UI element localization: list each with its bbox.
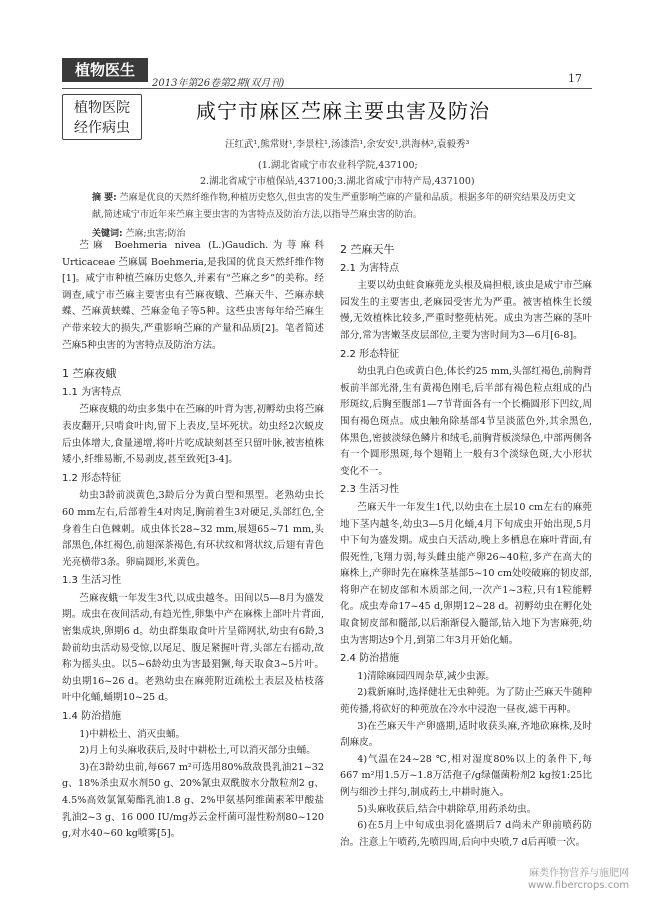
keywords-text: 苎麻;虫害;防治 (125, 229, 186, 239)
article-authors: 汪红武¹,熊常财¹,李景柱¹,汤漆浩¹,余安安¹,洪海林²,袁毅秀³ (225, 139, 470, 150)
section-1-3-text: 苎麻夜蛾一年发生3代,以成虫越冬。田间以5—8月为盛发期。成虫在夜间活动,有趋光性,卵集中产在麻株上部叶片背面,密集成块,卵期6 d。幼虫群集取食叶片呈筛网状,幼虫有6龄,3龄前幼虫活动易受惊,以尾足、腹足紧握叶背,头部左右摇动,故称为摇头虫。以5~6龄幼虫为害最猖獗,每天取食3~5片叶。幼虫期16~26 d。老熟幼虫在麻蔸附近疏松土表层及枯枝落叶中化蛹,蛹期10~25 d。 (62, 592, 324, 704)
section-2-4-heading: 2.4 防治措施 (340, 653, 400, 665)
measure-1-4-3: 3)在3龄幼虫前,每667 m²可选用80%敌敌畏乳油21~32 g、18%杀虫双水剂50 g、20%氰虫双酰胺水分散粒剂2 g、4.5%高效氯氰菊酯乳油1.8 g、2%甲氨基阿维菌素苯甲酸盐乳油2~3 g、16 000 IU/mg苏云金杆菌可湿性粉剂80~120 g,对水40~60 kg喷雾[5]。 (62, 761, 324, 840)
page-number: 17 (568, 72, 582, 85)
measure-2-4-4: 4)气温在24~28 ℃,相对湿度80%以上的条件下,每667 m²用1.5万~1.8万活孢子/g绿僵菌粉剂2 kg按1:25比例与细沙土拌匀,制成药土,中耕时施入。 (340, 753, 592, 798)
section-2-3-text: 苎麻天牛一年发生1代,以幼虫在土层10 cm左右的麻蔸地下茎内越冬,幼虫3—5月化蛹,4月下旬成虫开始出现,5月中下旬为盛发期。成虫白天活动,晚上多栖息在麻叶背面,有假死性,飞翔力弱,每头雌虫能产卵26~40粒,多产在高大的麻株上,产卵时先在麻株茎基部5~10 cm处咬破麻的韧皮部,将卵产在韧皮部和木质部之间,一次产1~3粒,只有1粒能孵化。成虫寿命17~45 d,卵期12~28 d。初孵幼虫在孵化处取食韧皮部和髓部,以后渐渐侵入髓部,钻入地下为害麻蔸,幼虫为害期达9个月,到第二年3月开始化蛹。 (340, 501, 592, 646)
section-2-1-heading: 2.1 为害特点 (340, 262, 400, 274)
site-watermark (528, 868, 629, 892)
abstract (92, 190, 578, 224)
intro-paragraph: 苎麻 Boehmeria nivea (L.)Gaudich.为荨麻科 Urticaceae 苎麻属 Boehmeria,是我国的优良天然纤维作物[1]。咸宁市种植苎麻历史悠久,并素有“苎麻之乡”的美称。经调查,咸宁市苎麻主要害虫有苎麻夜蛾、苎麻天牛、苎麻赤蛱蝶、苎麻黄蛱蝶、苎麻金龟子等5种。这些虫害每年给苎麻生产带来较大的损失,严重影响苎麻的产量和品质[2]。笔者简述苎麻5种虫害的为害特点及防治方法。 (62, 240, 324, 351)
measure-2-4-2: 2)栽新麻时,选择健壮无虫种蔸。为了防止苎麻天牛随种蔸传播,将砍好的种蔸放在冷水中浸泡一昼夜,滤干再种。 (340, 687, 592, 716)
section-1-3-heading: 1.3 生活习性 (62, 575, 122, 587)
measure-1-4-2: 2)月上旬头麻收获后,及时中耕松土,可以消灭部分虫蛹。 (79, 745, 316, 757)
section-2-2-heading: 2.2 形态特征 (340, 348, 400, 360)
measure-2-4-5: 5)头麻收获后,结合中耕除草,用药杀幼虫。 (357, 803, 537, 815)
measure-2-4-1: 1)清除麻园四周杂草,减少虫源。 (357, 670, 495, 682)
measure-1-4-1: 1)中耕松土、消灭虫蛹。 (79, 728, 186, 740)
affiliation-line2: 2.湖北省咸宁市植保站,437100;3.湖北省咸宁市特产局,437100) (200, 176, 475, 187)
watermark-line2: www.fibercrops.com (528, 880, 630, 891)
section-1-2-heading: 1.2 形态特征 (62, 472, 122, 484)
abstract-text: 苎麻是优良的天然纤维作物,种植历史悠久,但虫害的发生严重影响苎麻的产量和品质。根据多年的研究结果及历史文献,简述咸宁市近年来苎麻主要虫害的为害特点及防治方法,以指导苎麻虫害的防治。 (92, 193, 576, 220)
column-label-box (62, 94, 142, 140)
keywords-label: 关键词: (92, 229, 123, 239)
right-column (340, 238, 592, 851)
section-1-2-text: 幼虫3龄前淡黄色,3龄后分为黄白型和黑型。老熟幼虫长60 mm左右,后部着生4对肉足,胸前着生3对硬足,头部红色,全身着生白色棘刺。成虫体长28~32 mm,展翅65~71 mm,头部黑色,体红褐色,前翅深茶褐色,有环状纹和肾状纹,后翅有青色光亮横带3条。卵扁圆形,米黄色。 (62, 490, 324, 568)
journal-section-tag: 植物医生 (62, 58, 148, 82)
column-label-line2: 经作病虫 (74, 120, 130, 136)
header-rule (62, 88, 592, 89)
measure-2-4-6: 6)在5月上中旬成虫羽化盛期后7 d尚未产卵前喷药防治。注意上午喷药,先喷四周,后向中央喷,7 d后再喷一次。 (340, 820, 592, 848)
measure-2-4-3: 3)在苎麻天牛产卵盛期,适时收获头麻,齐地砍麻株,及时刮麻皮。 (340, 720, 592, 749)
watermark-line1: 麻类作物营养与施肥网 (529, 868, 630, 879)
section-2-1-text: 主要以幼虫蛀食麻蔸龙头根及扁担根,该虫是咸宁市苎麻园发生的主要害虫,老麻园受害尤为严重。被害植株生长缓慢,无效植株比较多,严重时整蔸枯死。成虫为害苎麻的茎叶部分,常为害嫩茎皮层部位,主要为害时间为3—6月[6-8]。 (340, 280, 592, 341)
section-2-3-heading: 2.3 生活习性 (340, 484, 400, 496)
section-1-1-heading: 1.1 为害特点 (62, 386, 122, 398)
article-title: 咸宁市麻区苎麻主要虫害及防治 (196, 99, 490, 123)
issue-info: 2013年第26卷第2期(双月刊) (152, 78, 285, 89)
section-2-2-text: 幼虫乳白色或黄白色,体长约25 mm,头部红褐色,前胸背板前半部光滑,生有黄褐色刚毛,后半部有褐色粒点组成的凸形斑纹,后胸至腹部1—7节背面各有一个长椭圆形下凹纹,周围有褐色斑点。成虫触角除基部4节呈淡蓝色外,其余黑色,体黑色,密披淡绿色鳞片和绒毛,前胸背板淡绿色,中部两侧各有一个圆形黑斑,每个翅鞘上一般有3个淡绿色斑,大小形状变化不一。 (340, 366, 592, 477)
section-1-1-text: 苎麻夜蛾的幼虫多集中在苎麻的叶背为害,初孵幼虫将苎麻表皮翻开,只啃食叶肉,留下上表皮,呈坏死状。幼虫经2次蜕皮后虫体增大,食量递增,将叶片吃成缺刻甚至只留叶脉,被害植株矮小,纤维易断,不易剥皮,甚至致死[3-4]。 (62, 404, 324, 466)
column-label-line1: 植物医院 (74, 100, 130, 116)
section-1-heading: 1 苎麻夜蛾 (62, 367, 117, 381)
left-column (62, 238, 324, 843)
section-1-4-heading: 1.4 防治措施 (62, 711, 122, 723)
affiliation-line1: (1.湖北省咸宁市农业科学院,437100; (258, 160, 418, 171)
abstract-label: 摘 要: (92, 193, 117, 203)
section-2-heading: 2 苎麻天牛 (340, 243, 395, 256)
